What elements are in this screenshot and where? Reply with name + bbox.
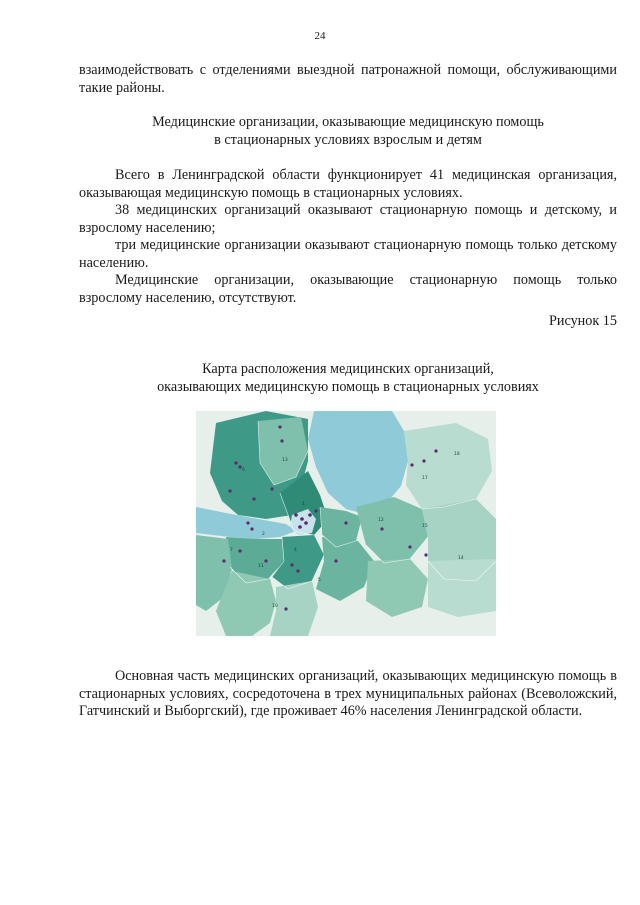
section-heading-line-1: Медицинские организации, оказывающие медицинскую помощь (152, 114, 544, 130)
hospital-marker (296, 569, 299, 572)
paragraph-children-only: три медицинские организации оказывают стационарную помощь только детскому населению. (79, 237, 617, 271)
hospital-marker (314, 509, 317, 512)
section-heading (79, 114, 617, 149)
section-heading-line-2: в стационарных условиях взрослым и детям (214, 131, 482, 148)
paragraph-total-count: Всего в Ленинградской области функционирует 41 медицинская организация, оказывающая медицинскую помощь в стационарных условиях. (79, 167, 617, 201)
figure-caption-line-1: Карта расположения медицинских организаций, (202, 361, 494, 377)
region-label-10: 10 (272, 604, 278, 609)
hospital-marker (300, 517, 304, 521)
hospital-marker (298, 525, 302, 529)
hospital-marker (222, 559, 225, 562)
hospital-marker (380, 527, 383, 530)
hospital-marker (408, 545, 411, 548)
region-label-15: 15 (422, 524, 428, 529)
paragraph-concentration: Основная часть медицинских организаций, оказывающих медицинскую помощь в стационарных условиях, сосредоточена в трех муниципальных районах (Всеволожский, Гатчинский и Выборгский), где проживает 46% населения Ленинградской области. (79, 668, 617, 720)
paragraph-adults-only: Медицинские организации, оказывающие стационарную помощь только взрослому населению, отсутствуют. (79, 272, 617, 306)
hospital-marker (434, 449, 437, 452)
paragraph-mixed-care: 38 медицинских организаций оказывают стационарную помощь и детскому, и взрослому населению; (79, 202, 617, 236)
hospital-marker (424, 553, 427, 556)
region-label-12: 12 (378, 518, 384, 523)
hospital-marker (278, 425, 281, 428)
figure-caption (79, 361, 617, 396)
region-label-14: 14 (458, 556, 464, 561)
hospital-marker (294, 513, 298, 517)
hospital-marker (270, 487, 273, 490)
hospital-marker (308, 513, 312, 517)
figure-caption-line-2: оказывающих медицинскую помощь в стационарных условиях (157, 378, 539, 395)
hospital-marker (344, 521, 347, 524)
region-boksitogorsky (428, 559, 496, 617)
hospital-marker (334, 559, 337, 562)
hospital-marker (228, 489, 231, 492)
hospital-marker (410, 463, 413, 466)
hospital-marker (234, 461, 237, 464)
region-label-11: 11 (258, 564, 264, 569)
region-map (196, 411, 496, 636)
hospital-marker (280, 439, 283, 442)
region-label-5: 5 (318, 578, 321, 583)
paragraph-continuation: взаимодействовать с отделениями выездной патронажной помощи, обслуживающими такие районы. (79, 62, 617, 96)
region-label-6: 6 (242, 468, 245, 473)
region-label-13: 13 (282, 458, 288, 463)
region-label-7: 7 (230, 548, 233, 553)
hospital-marker (238, 549, 241, 552)
hospital-marker (264, 559, 267, 562)
hospital-marker (290, 563, 293, 566)
region-map-svg (196, 411, 496, 636)
region-label-17: 17 (422, 476, 428, 481)
region-label-2: 2 (262, 532, 265, 537)
hospital-marker (246, 521, 249, 524)
hospital-marker (250, 527, 253, 530)
hospital-marker (304, 521, 308, 525)
region-label-4: 4 (294, 548, 297, 553)
hospital-marker (252, 497, 255, 500)
hospital-marker (422, 459, 425, 462)
page-number: 24 (314, 30, 326, 42)
figure-label: Рисунок 15 (548, 313, 617, 329)
hospital-marker (284, 607, 287, 610)
region-label-18: 18 (454, 452, 460, 457)
region-label-1: 1 (302, 502, 305, 507)
